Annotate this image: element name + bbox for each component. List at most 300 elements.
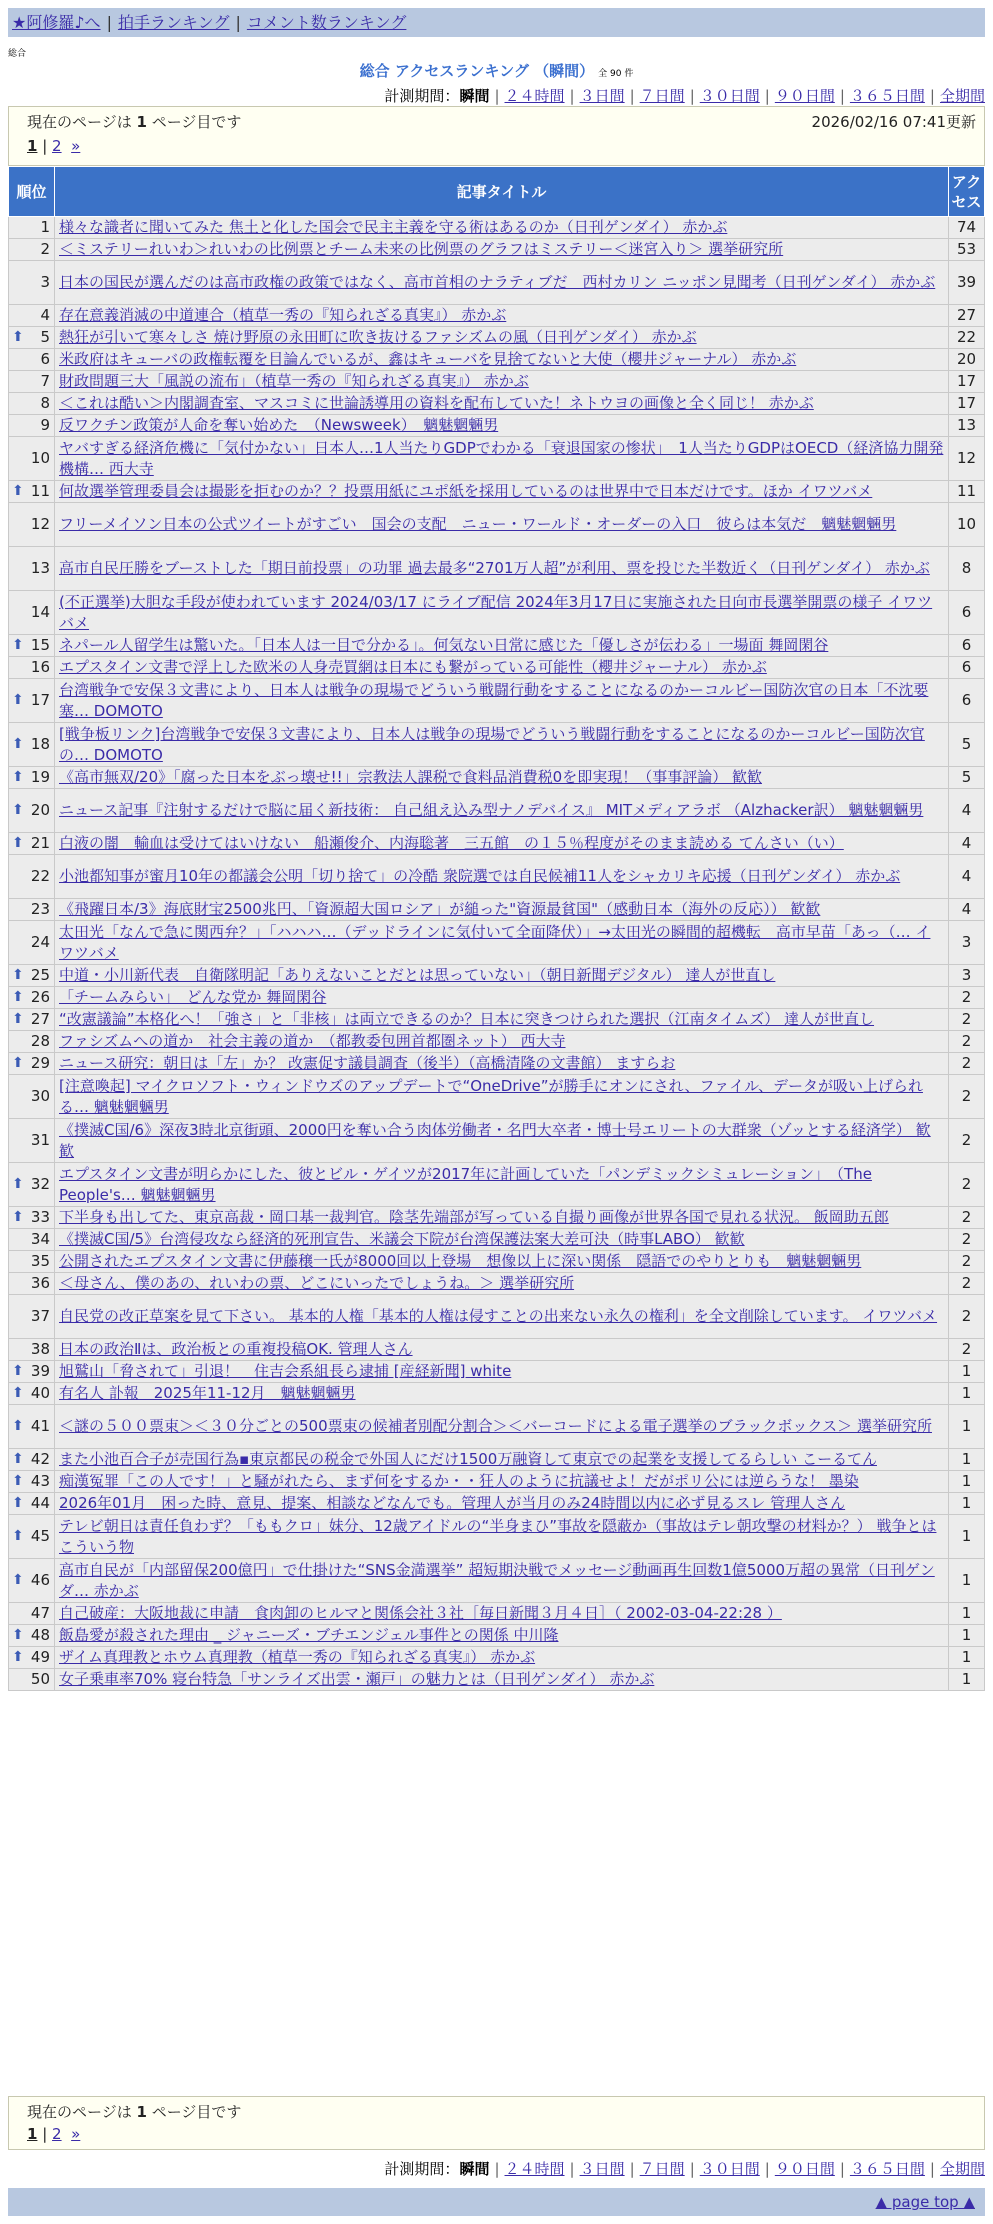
rank-cell: [9, 1515, 55, 1559]
page-info-suffix: ページ目です: [151, 113, 242, 131]
period-separator: |: [839, 87, 845, 105]
period-separator: |: [494, 87, 500, 105]
ranking-table: [8, 166, 985, 1691]
table-row: [9, 723, 985, 767]
table-row: [9, 349, 985, 371]
access-count: 27: [949, 305, 985, 327]
article-link[interactable]: 反ワクチン政策が人命を奪い始めた （Newsweek） 魑魅魍魎男: [59, 416, 499, 434]
nav-separator: |: [235, 13, 241, 32]
table-row: [9, 1273, 985, 1295]
rank-number: 23: [30, 900, 50, 918]
rank-up-arrow-icon: ⬆: [12, 1572, 24, 1588]
updated-timestamp: 2026/02/16 07:41更新: [811, 113, 976, 131]
rank-cell: [9, 1625, 55, 1647]
title-cell: [55, 1339, 949, 1361]
table-row: [9, 1229, 985, 1251]
rank-cell: [9, 1471, 55, 1493]
access-count: 1: [949, 1471, 985, 1493]
access-count: 2: [949, 1273, 985, 1295]
period-separator: |: [569, 2160, 575, 2178]
bottom-period-option-3[interactable]: ３０日間: [699, 2160, 760, 2178]
title-cell: [55, 349, 949, 371]
access-count: 39: [949, 261, 985, 305]
article-link[interactable]: 日本の国民が選んだのは高市政権の政策ではなく、高市首相のナラティブだ 西村カリン ニッポン見聞考（日刊ゲンダイ） 赤かぶ: [59, 273, 936, 291]
rank-cell: [9, 679, 55, 723]
rank-up-arrow-icon: ⬆: [12, 1473, 24, 1489]
access-count: 2: [949, 1163, 985, 1207]
title-cell: [55, 437, 949, 481]
article-link[interactable]: “改憲議論”本格化へ！「強さ」と「非核」は両立できるのか？日本に突きつけられた選択（江南タイムズ） 達人が世直し: [59, 1010, 875, 1028]
rank-number: 14: [30, 603, 50, 621]
title-cell: [55, 1669, 949, 1691]
title-cell: [55, 1053, 949, 1075]
article-link[interactable]: [戦争板リンク]台湾戦争で安保３文書により、日本人は戦争の現場でどういう戦闘行動をすることになるのかーコルビー国防次官の… DOMOTO: [59, 724, 925, 764]
article-link[interactable]: 《飛躍日本/3》海底財宝2500兆円、「資源超大国ロシア」が縋った"資源最貧国"（感動日本（海外の反応）） 歓歓: [59, 900, 821, 918]
title-cell: [55, 855, 949, 899]
page-info-prefix: 現在のページは: [27, 2103, 132, 2121]
rank-number: 40: [30, 1384, 50, 1402]
page-title: 総合 アクセスランキング （瞬間）: [359, 62, 595, 80]
article-link[interactable]: 《撲滅C国/5》台湾侵攻なら経済的死刑宣告、米議会下院が台湾保護法案大差可決（時事LABO） 歓歓: [59, 1230, 745, 1248]
rank-up-arrow-icon: ⬆: [12, 736, 24, 752]
top-period-option-3[interactable]: ３０日間: [699, 87, 760, 105]
article-link[interactable]: ＜母さん、僕のあの、れいわの票、どこにいったでしょうね。＞ 選挙研究所: [59, 1274, 575, 1292]
rank-number: 37: [30, 1307, 50, 1325]
rank-cell: [9, 1119, 55, 1163]
bottom-period-option-6[interactable]: 全期間: [939, 2160, 985, 2178]
pager-current: 1: [27, 137, 38, 155]
page-info-prefix: 現在のページは: [27, 113, 132, 131]
rank-up-arrow-icon: ⬆: [12, 1418, 24, 1434]
article-link[interactable]: 2026年01月 困った時、意見、提案、相談などなんでも。管理人が当月のみ24時間以内に必ず見るスレ 管理人さん: [59, 1494, 846, 1512]
rank-cell: [9, 217, 55, 239]
title-cell: [55, 1295, 949, 1339]
rank-number: 5: [40, 328, 50, 346]
bottom-period-option-5[interactable]: ３６５日間: [849, 2160, 925, 2178]
pager-page-2[interactable]: 2: [52, 137, 62, 155]
access-count: 17: [949, 393, 985, 415]
page-info-box: [8, 106, 985, 166]
rank-header: 順位: [9, 167, 55, 217]
article-link[interactable]: 公開されたエプスタイン文書に伊藤穣一氏が8000回以上登場 想像以上に深い関係 隠語でのやりとりも 魑魅魍魎男: [59, 1252, 862, 1270]
period-separator: |: [494, 2160, 500, 2178]
period-separator: |: [629, 2160, 635, 2178]
rank-cell: [9, 635, 55, 657]
rank-cell: [9, 591, 55, 635]
rank-number: 9: [40, 416, 50, 434]
table-row: [9, 789, 985, 833]
access-count: 53: [949, 239, 985, 261]
table-row: [9, 679, 985, 723]
rank-cell: [9, 547, 55, 591]
table-row: [9, 1163, 985, 1207]
rank-number: 50: [30, 1670, 50, 1688]
rank-up-arrow-icon: ⬆: [12, 483, 24, 499]
table-row: [9, 327, 985, 349]
rank-number: 21: [30, 834, 50, 852]
access-count: 2: [949, 1009, 985, 1031]
article-link[interactable]: ニュース研究：朝日は「左」か？ 改憲促す議員調査（後半）（高橋清隆の文書館） ますらお: [59, 1054, 676, 1072]
rank-cell: [9, 1163, 55, 1207]
title-cell: [55, 723, 949, 767]
article-link[interactable]: 自民党の改正草案を見て下さい。 基本的人権「基本的人権は侵すことの出来ない永久の権利」を全文削除しています。 イワツバメ: [59, 1307, 938, 1325]
rank-up-arrow-icon: ⬆: [12, 1528, 24, 1544]
title-cell: [55, 547, 949, 591]
article-link[interactable]: 下半身も出してた、東京高裁・岡口基一裁判官。陰茎先端部が写っている自撮り画像が世界各国で見れる状況。 飯岡助五郎: [59, 1208, 889, 1226]
pager-page-2[interactable]: 2: [52, 2125, 62, 2143]
article-link[interactable]: 財政問題三大「風説の流布」（植草一秀の『知られざる真実』） 赤かぶ: [59, 372, 529, 390]
article-link[interactable]: 白液の闇 輸血は受けてはいけない 船瀬俊介、内海聡著 三五館 の１５％程度がそのまま読める てんさい（い）: [59, 834, 844, 852]
title-cell: [55, 1405, 949, 1449]
page-top-link[interactable]: ▲ page top ▲: [875, 2193, 975, 2211]
table-row: [9, 767, 985, 789]
title-cell: [55, 635, 949, 657]
rank-number: 36: [30, 1274, 50, 1292]
table-row: [9, 855, 985, 899]
access-count: 1: [949, 1383, 985, 1405]
rank-cell: [9, 1361, 55, 1383]
rank-up-arrow-icon: ⬆: [12, 769, 24, 785]
rank-number: 20: [30, 801, 50, 819]
rank-cell: [9, 1295, 55, 1339]
article-link[interactable]: ニュース記事『注射するだけで脳に届く新技術： 自己組え込み型ナノデバイス』 MITメディアラボ （Alzhacker訳） 魑魅魍魎男: [59, 801, 924, 819]
top-period-option-4[interactable]: ９０日間: [774, 87, 835, 105]
table-header-row: [9, 167, 985, 217]
article-link[interactable]: 高市自民が「内部留保200億円」で仕掛けた“SNS金満選挙” 超短期決戦でメッセージ動画再生回数1億5000万超の異常（日刊ゲンダ… 赤かぶ: [59, 1560, 935, 1600]
table-row: [9, 481, 985, 503]
title-cell: [55, 1449, 949, 1471]
period-separator: |: [839, 2160, 845, 2178]
access-count: 1: [949, 1647, 985, 1669]
access-count: 17: [949, 371, 985, 393]
article-link[interactable]: (不正選挙)大胆な手段が使われています 2024/03/17 にライブ配信 2024年3月17日に実施された日向市長選挙開票の様子 イワツバメ: [59, 592, 933, 632]
pager-top: 1 | 2 »: [27, 137, 81, 155]
article-link[interactable]: 《高市無双/20》「腐った日本をぶっ壊せ!!」宗教法人課税で食料品消費税0を即実現！（事事評論） 歓歓: [59, 768, 762, 786]
page-info-text-bottom: [27, 2101, 241, 2122]
title-cell: [55, 657, 949, 679]
article-link[interactable]: 旭鷲山「脅されて」引退！ 住吉会系組長ら逮捕 [産経新聞] white: [59, 1362, 512, 1380]
title-cell: [55, 1273, 949, 1295]
article-link[interactable]: 米政府はキューバの政権転覆を目論んでいるが、鑫はキューバを見捨てないと大使（櫻井ジャーナル） 赤かぶ: [59, 350, 797, 368]
access-count: 6: [949, 591, 985, 635]
access-count: 4: [949, 899, 985, 921]
title-cell: [55, 789, 949, 833]
rank-up-arrow-icon: ⬆: [12, 1451, 24, 1467]
table-row: [9, 1361, 985, 1383]
title-cell: [55, 1163, 949, 1207]
table-row: [9, 899, 985, 921]
rank-up-arrow-icon: ⬆: [12, 1055, 24, 1071]
rank-cell: [9, 789, 55, 833]
period-current: 瞬間: [459, 87, 490, 105]
table-row: [9, 1031, 985, 1053]
bottom-period-option-4[interactable]: ９０日間: [774, 2160, 835, 2178]
access-count: 3: [949, 921, 985, 965]
title-cell: [55, 1119, 949, 1163]
article-link[interactable]: ヤバすぎる経済危機に「気付かない」日本人…1人当たりGDPでわかる「衰退国家の惨状」 1人当たりGDPはOECD（経済協力開発機構… 西大寺: [59, 438, 944, 478]
article-link[interactable]: また小池百合子が売国行為▪東京都民の税金で外国人にだけ1500万融資して東京での起業を支援してるらしい こーるてん: [59, 1450, 877, 1468]
title-cell: [55, 261, 949, 305]
table-row: [9, 1449, 985, 1471]
period-separator: |: [929, 2160, 935, 2178]
article-link[interactable]: 痴漢冤罪「この人です！」と騒がれたら、まず何をするか・・狂人のように抗議せよ！だがポリ公には逆らうな！ 墨染: [59, 1472, 859, 1490]
table-row: [9, 1053, 985, 1075]
article-link[interactable]: フリーメイソン日本の公式ツイートがすごい 国会の支配 ニュー・ワールド・オーダーの入口 彼らは本気だ 魑魅魍魎男: [59, 515, 897, 533]
rank-number: 46: [30, 1571, 50, 1589]
access-count: 6: [949, 635, 985, 657]
rank-cell: [9, 1009, 55, 1031]
rank-number: 43: [30, 1472, 50, 1490]
table-row: [9, 1647, 985, 1669]
rank-number: 2: [40, 240, 50, 258]
rank-cell: [9, 1493, 55, 1515]
access-count: 10: [949, 503, 985, 547]
access-count: 2: [949, 1053, 985, 1075]
page-info-suffix: ページ目です: [151, 2103, 242, 2121]
access-count: 6: [949, 679, 985, 723]
rank-up-arrow-icon: ⬆: [12, 329, 24, 345]
article-link[interactable]: エプスタイン文書が明らかにした、彼とビル・ゲイツが2017年に計画していた「パンデミックシミュレーション」 （The People's… 魑魅魍魎男: [59, 1164, 872, 1204]
title-cell: [55, 327, 949, 349]
article-link[interactable]: ザイム真理教とホウム真理教（植草一秀の『知られざる真実』） 赤かぶ: [59, 1648, 536, 1666]
comment-ranking-link[interactable]: コメント数ランキング: [246, 13, 407, 32]
access-count: 1: [949, 1669, 985, 1691]
rank-number: 26: [30, 988, 50, 1006]
pager-next-arrow[interactable]: »: [71, 137, 81, 155]
access-count: 2: [949, 1207, 985, 1229]
rank-cell: [9, 1383, 55, 1405]
rank-number: 38: [30, 1340, 50, 1358]
rank-cell: [9, 921, 55, 965]
rank-up-arrow-icon: ⬆: [12, 1627, 24, 1643]
rank-number: 28: [30, 1032, 50, 1050]
top-period-option-2[interactable]: ７日間: [639, 87, 685, 105]
rank-cell: [9, 899, 55, 921]
article-link[interactable]: [注意喚起] マイクロソフト・ウィンドウズのアップデートで“OneDrive”が勝手にオンにされ、ファイル、データが吸い上げられる… 魑魅魍魎男: [59, 1076, 923, 1116]
rank-up-arrow-icon: ⬆: [12, 802, 24, 818]
title-cell: [55, 1009, 949, 1031]
title-cell: [55, 503, 949, 547]
article-link[interactable]: 中道・小川新代表 自衛隊明記「ありえないことだとは思っていない」（朝日新聞デジタル） 達人が世直し: [59, 966, 776, 984]
article-link[interactable]: 太田光「なんで急に関西弁？」「ハハハ…（デッドラインに気付いて全面降伏）」→太田光の瞬間的超機転 高市早苗「あっ（… イワツバメ: [59, 922, 931, 962]
rank-cell: [9, 1339, 55, 1361]
access-count: 1: [949, 1493, 985, 1515]
rank-number: 10: [30, 449, 50, 467]
access-count: 6: [949, 657, 985, 679]
rank-cell: [9, 349, 55, 371]
page-info-text: [27, 111, 241, 132]
access-count: 11: [949, 481, 985, 503]
article-link[interactable]: 「チームみらい」 どんな党か 舞岡閑谷: [59, 988, 327, 1006]
table-row: [9, 503, 985, 547]
rank-cell: [9, 1229, 55, 1251]
rank-number: 41: [30, 1417, 50, 1435]
bottom-period-option-1[interactable]: ３日間: [579, 2160, 625, 2178]
access-count: 2: [949, 1295, 985, 1339]
table-row: [9, 371, 985, 393]
top-nav-bar: [8, 8, 985, 37]
rank-cell: [9, 1251, 55, 1273]
article-link[interactable]: 飯島愛が殺された理由 _ ジャニーズ・ブチエンジェル事件との関係 中川隆: [59, 1626, 559, 1644]
rank-cell: [9, 657, 55, 679]
table-row: [9, 635, 985, 657]
table-row: [9, 921, 985, 965]
pager-current: 1: [27, 2125, 38, 2143]
bottom-period-option-2[interactable]: ７日間: [639, 2160, 685, 2178]
rank-number: 49: [30, 1648, 50, 1666]
bottom-period-option-0[interactable]: ２４時間: [504, 2160, 565, 2178]
title-cell: [55, 1493, 949, 1515]
table-row: [9, 657, 985, 679]
title-header: 記事タイトル: [55, 167, 949, 217]
access-count: 12: [949, 437, 985, 481]
table-row: [9, 1669, 985, 1691]
rank-cell: [9, 855, 55, 899]
rank-up-arrow-icon: ⬆: [12, 1363, 24, 1379]
article-link[interactable]: 小池都知事が蜜月10年の都議会公明「切り捨て」の冷酷 衆院選では自民候補11人をシャカリキ応援（日刊ゲンダイ） 赤かぶ: [59, 867, 901, 885]
table-row: [9, 965, 985, 987]
top-period-option-5[interactable]: ３６５日間: [849, 87, 925, 105]
title-cell: [55, 987, 949, 1009]
rank-cell: [9, 1273, 55, 1295]
article-link[interactable]: ＜ミステリーれいわ＞れいわの比例票とチーム未来の比例票のグラフはミステリー＜迷宮入り＞ 選挙研究所: [59, 240, 784, 258]
rank-number: 19: [30, 768, 50, 786]
article-link[interactable]: 《撲滅C国/6》深夜3時北京街頭、2000円を奪い合う肉体労働者・名門大卒者・博士号エリートの大群衆（ゾッとする経済学） 歓歓: [59, 1120, 931, 1160]
title-cell: [55, 371, 949, 393]
rank-number: 27: [30, 1010, 50, 1028]
article-link[interactable]: テレビ朝日は責任負わず？「ももクロ」妹分、12歳アイドルの“半身まひ”事故を隠蔽か（事故はテレ朝攻撃の材料か？） 戦争とはこういう物: [59, 1516, 937, 1556]
table-row: [9, 833, 985, 855]
access-count: 4: [949, 833, 985, 855]
title-cell: [55, 1251, 949, 1273]
article-link[interactable]: ファシズムへの道か 社会主義の道か （都教委包囲首都圏ネット） 西大寺: [59, 1032, 566, 1050]
rank-number: 7: [40, 372, 50, 390]
access-count: 1: [949, 1405, 985, 1449]
article-link[interactable]: 高市自民圧勝をブーストした「期日前投票」の功罪 過去最多“2701万人超”が利用、票を投じた半数近く（日刊ゲンダイ） 赤かぶ: [59, 559, 930, 577]
access-count: 3: [949, 965, 985, 987]
article-link[interactable]: 熱狂が引いて寒々しさ 焼け野原の永田町に吹き抜けるファシズムの風（日刊ゲンダイ） 赤かぶ: [59, 328, 697, 346]
rank-cell: [9, 1053, 55, 1075]
table-row: [9, 415, 985, 437]
title-cell: [55, 1647, 949, 1669]
access-count: 1: [949, 1625, 985, 1647]
rank-cell: [9, 371, 55, 393]
top-period-option-6[interactable]: 全期間: [939, 87, 985, 105]
rank-number: 25: [30, 966, 50, 984]
table-row: [9, 1207, 985, 1229]
table-row: [9, 1009, 985, 1031]
article-link[interactable]: ＜これは酷い＞内閣調査室、マスコミに世論誘導用の資料を配布していた！ネトウヨの画像と全く同じ！ 赤かぶ: [59, 394, 814, 412]
table-row: [9, 1339, 985, 1361]
rank-up-arrow-icon: ⬆: [12, 1385, 24, 1401]
title-cell: [55, 591, 949, 635]
access-count: 4: [949, 789, 985, 833]
period-current: 瞬間: [459, 2160, 490, 2178]
title-cell: [55, 1471, 949, 1493]
article-link[interactable]: 女子乗車率70% 寝台特急「サンライズ出雲・瀬戸」の魅力とは（日刊ゲンダイ） 赤かぶ: [59, 1670, 655, 1688]
title-cell: [55, 1031, 949, 1053]
rank-number: 30: [30, 1087, 50, 1105]
title-cell: [55, 1207, 949, 1229]
clap-ranking-link[interactable]: 拍手ランキング: [117, 13, 230, 32]
title-cell: [55, 305, 949, 327]
rank-number: 44: [30, 1494, 50, 1512]
table-row: [9, 1471, 985, 1493]
period-separator: |: [689, 87, 695, 105]
table-row: [9, 547, 985, 591]
rank-number: 16: [30, 658, 50, 676]
period-label: 計測期間：: [384, 87, 460, 105]
access-count: 4: [949, 855, 985, 899]
rank-cell: [9, 1075, 55, 1119]
table-row: [9, 1251, 985, 1273]
article-link[interactable]: 台湾戦争で安保３文書により、日本人は戦争の現場でどういう戦闘行動をすることになるのかーコルビー国防次官の日本「不沈要塞… DOMOTO: [59, 680, 929, 720]
title-cell: [55, 899, 949, 921]
home-link[interactable]: ★阿修羅♪へ: [12, 13, 101, 32]
title-cell: [55, 481, 949, 503]
top-period-option-0[interactable]: ２４時間: [504, 87, 565, 105]
period-separator: |: [764, 2160, 770, 2178]
article-link[interactable]: 有名人 訃報 2025年11-12月 魑魅魍魎男: [59, 1384, 356, 1402]
period-separator: |: [689, 2160, 695, 2178]
rank-number: 47: [30, 1604, 50, 1622]
article-link[interactable]: 何故選挙管理委員会は撮影を拒むのか？？投票用紙にユポ紙を採用しているのは世界中で日本だけです。ほか イワツバメ: [59, 482, 873, 500]
access-count: 5: [949, 723, 985, 767]
access-count: 74: [949, 217, 985, 239]
rank-number: 33: [30, 1208, 50, 1226]
rank-up-arrow-icon: ⬆: [12, 1176, 24, 1192]
rank-up-arrow-icon: ⬆: [12, 1649, 24, 1665]
period-selector-bottom: [384, 2158, 985, 2179]
title-cell: [55, 1625, 949, 1647]
top-period-option-1[interactable]: ３日間: [579, 87, 625, 105]
article-link[interactable]: 日本の政治Ⅱは、政治板との重複投稿OK. 管理人さん: [59, 1340, 413, 1358]
article-link[interactable]: ＜謎の５００票束＞＜３０分ごとの500票束の候補者別配分割合＞＜バーコードによる電子選挙のブラックボックス＞ 選挙研究所: [59, 1417, 932, 1435]
title-cell: [55, 1515, 949, 1559]
access-count: 1: [949, 1449, 985, 1471]
rank-cell: [9, 1031, 55, 1053]
article-link[interactable]: 様々な識者に聞いてみた 焦土と化した国会で民主主義を守る術はあるのか（日刊ゲンダイ） 赤かぶ: [59, 218, 728, 236]
rank-up-arrow-icon: ⬆: [12, 835, 24, 851]
article-link[interactable]: 存在意義消滅の中道連合（植草一秀の『知られざる真実』） 赤かぶ: [59, 306, 507, 324]
table-row: [9, 1295, 985, 1339]
title-cell: [55, 239, 949, 261]
pager-bottom: 1 | 2 »: [27, 2125, 81, 2143]
article-link[interactable]: エプスタイン文書で浮上した欧米の人身売買網は日本にも繋がっている可能性（櫻井ジャーナル） 赤かぶ: [59, 658, 767, 676]
article-link[interactable]: 自己破産：大阪地裁に申請 食肉卸のヒルマと関係会社３社［毎日新聞３月４日］（ 2002-03-04-22:28 ）: [59, 1604, 782, 1622]
table-row: [9, 1603, 985, 1625]
table-row: [9, 261, 985, 305]
table-row: [9, 591, 985, 635]
access-count: 1: [949, 1559, 985, 1603]
table-row: [9, 393, 985, 415]
rank-cell: [9, 1603, 55, 1625]
access-count: 1: [949, 1603, 985, 1625]
total-count: 全 90 件: [598, 69, 634, 79]
article-link[interactable]: ネパール人留学生は驚いた。「日本人は一目で分かる」。何気ない日常に感じた「優しさが伝わる」一場面 舞岡閑谷: [59, 636, 829, 654]
rank-cell: [9, 305, 55, 327]
access-count: 2: [949, 1119, 985, 1163]
nav-separator: |: [106, 13, 112, 32]
table-row: [9, 1119, 985, 1163]
pager-next-arrow[interactable]: »: [71, 2125, 81, 2143]
access-count: 22: [949, 327, 985, 349]
rank-number: 3: [40, 273, 50, 291]
period-separator: |: [629, 87, 635, 105]
rank-cell: [9, 767, 55, 789]
access-count: 20: [949, 349, 985, 371]
title-cell: [55, 217, 949, 239]
